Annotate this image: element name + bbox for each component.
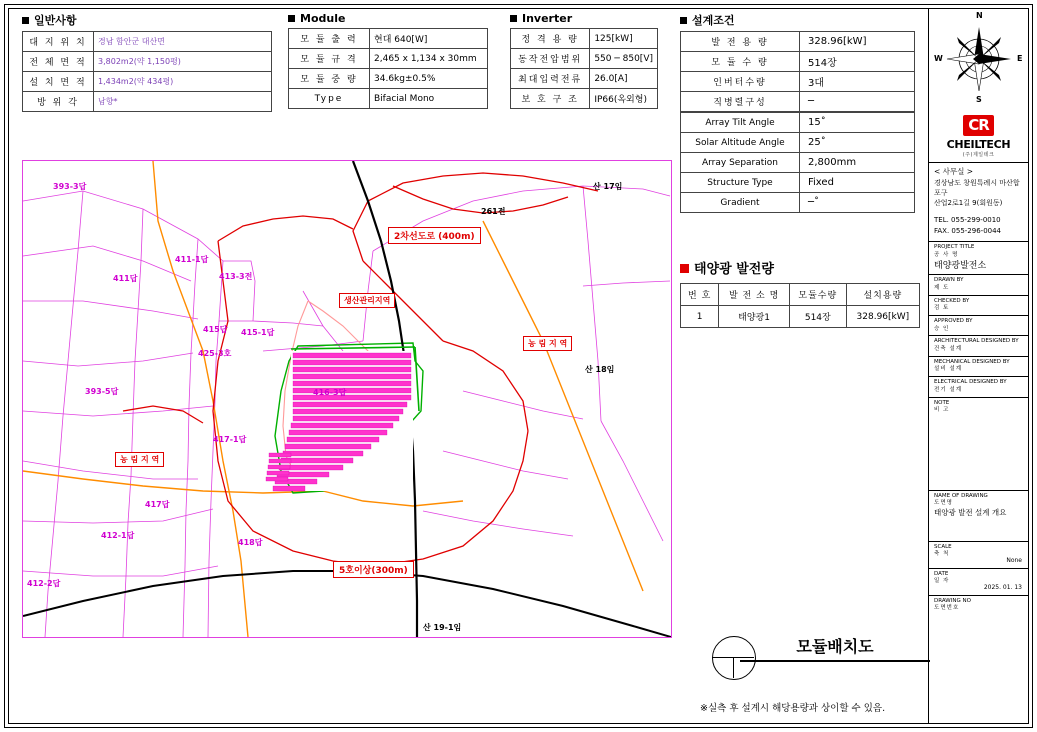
design-param-value-3: Fixed bbox=[800, 173, 915, 193]
design-conditions-table-bottom bbox=[680, 112, 915, 213]
table-row bbox=[23, 72, 272, 92]
inverter-label-2: 최대입력전류 bbox=[511, 69, 590, 89]
table-row bbox=[681, 173, 915, 193]
drawing-name-ko: 도면명 bbox=[934, 500, 953, 507]
inverter-label-0: 정 격 용 량 bbox=[511, 29, 590, 49]
map-black-label: 산 17임 bbox=[593, 182, 623, 191]
table-row bbox=[681, 306, 920, 328]
design-param-value-4: ─˚ bbox=[800, 193, 915, 213]
design-param-label-3: Structure Type bbox=[681, 173, 800, 193]
inverter-info-title: Inverter bbox=[510, 12, 658, 25]
design-label-2: 인버터수량 bbox=[681, 72, 800, 92]
scale-en: SCALE bbox=[934, 543, 952, 550]
inverter-label-3: 보 호 구 조 bbox=[511, 89, 590, 109]
parcel-label: 412-1답 bbox=[101, 531, 135, 540]
fax-number: FAX. 055-296-0044 bbox=[934, 226, 1002, 235]
general-info-block bbox=[22, 12, 272, 112]
date-ko: 일 자 bbox=[934, 578, 950, 585]
design-param-value-2: 2,800mm bbox=[800, 153, 915, 173]
design-value-1: 514장 bbox=[800, 52, 915, 72]
parcel-label: 418답 bbox=[238, 538, 263, 547]
design-conditions-table-top bbox=[680, 31, 915, 112]
table-row bbox=[289, 89, 488, 109]
parcel-label: 415-1답 bbox=[241, 328, 275, 337]
title-row-drawing-name bbox=[929, 490, 1028, 541]
title-row-ko: 공 사 명 bbox=[934, 251, 959, 258]
design-conditions-title: 설계조건 bbox=[680, 12, 915, 28]
date-value: 2025. 01. 13 bbox=[983, 584, 1022, 592]
parcel-label: 425-3호 bbox=[198, 349, 232, 358]
map-black-label: 산 18임 bbox=[585, 365, 615, 374]
callout-road-2lane: 2차선도로 (400m) bbox=[388, 227, 481, 244]
module-value-0: 현대 640[W] bbox=[370, 29, 488, 49]
compass-west-label: W bbox=[934, 54, 943, 63]
table-row bbox=[681, 133, 915, 153]
module-label-2: 모 듈 중 량 bbox=[289, 69, 370, 89]
gen-cell-0-0: 1 bbox=[681, 306, 719, 328]
module-label-0: 모 듈 출 력 bbox=[289, 29, 370, 49]
drawing-name-value: 태양광 발전 설계 개요 bbox=[934, 507, 1007, 517]
title-row-value: 태양광발전소 bbox=[934, 260, 987, 271]
callout-agriculture-zone-left: 농 림 지 역 bbox=[115, 452, 164, 467]
inverter-info-table bbox=[510, 28, 658, 109]
general-info-table bbox=[22, 31, 272, 112]
table-row bbox=[681, 193, 915, 213]
design-param-value-1: 25˚ bbox=[800, 133, 915, 153]
table-row bbox=[681, 32, 915, 52]
generation-block bbox=[680, 258, 920, 328]
parcel-label: 393-3답 bbox=[53, 182, 87, 191]
title-row-ko: 전기 설계 bbox=[934, 386, 963, 393]
title-row-en: PROJECT TITLE bbox=[934, 244, 975, 251]
module-value-1: 2,465 x 1,134 x 30mm bbox=[370, 49, 488, 69]
table-row bbox=[681, 92, 915, 112]
parcel-label: 412-2답 bbox=[27, 579, 61, 588]
design-param-label-2: Array Separation bbox=[681, 153, 800, 173]
generation-title: 태양광 발전량 bbox=[680, 258, 920, 277]
design-value-2: 3대 bbox=[800, 72, 915, 92]
drawing-name-en: NAME OF DRAWING bbox=[934, 492, 988, 499]
title-row-ko: 건축 설계 bbox=[934, 346, 963, 353]
table-row bbox=[23, 52, 272, 72]
general-value-0: 경남 함안군 대산면 bbox=[94, 32, 272, 52]
bottom-note: ※실측 후 설계시 해당용량과 상이할 수 있음. bbox=[700, 703, 886, 714]
title-row-ko: 검 토 bbox=[934, 305, 950, 312]
callout-production-mgmt-zone: 생산관리지역 bbox=[339, 293, 395, 308]
module-info-block bbox=[288, 12, 488, 109]
module-layout-title bbox=[700, 634, 930, 662]
gen-cell-0-2: 514장 bbox=[789, 306, 846, 328]
parcel-label: 411-1답 bbox=[175, 255, 209, 264]
callout-agriculture-zone-right: 농 림 지 역 bbox=[523, 336, 572, 351]
logo-mark: CR bbox=[963, 115, 994, 136]
table-row bbox=[289, 49, 488, 69]
drawing-no-en: DRAWING NO bbox=[934, 597, 971, 604]
compass-north-label: N bbox=[976, 11, 983, 20]
design-value-3: ─ bbox=[800, 92, 915, 112]
inverter-value-2: 26.0[A] bbox=[590, 69, 658, 89]
square-bullet-icon bbox=[288, 15, 295, 22]
compass-south-label: S bbox=[976, 95, 982, 104]
contact-block bbox=[929, 212, 1028, 241]
module-info-table bbox=[288, 28, 488, 109]
general-value-2: 1,434m2(약 434평) bbox=[94, 72, 272, 92]
square-bullet-icon bbox=[680, 17, 687, 24]
parcel-label: 416-3답 bbox=[313, 388, 347, 397]
title-block-column bbox=[928, 9, 1028, 723]
company-name: CHEILTECH bbox=[946, 138, 1011, 151]
parcel-label: 413-3전 bbox=[219, 272, 253, 281]
office-header: < 사무실 > bbox=[934, 167, 974, 176]
module-layout-title-text: 모듈배치도 bbox=[740, 634, 930, 662]
general-label-3: 방 위 각 bbox=[23, 92, 94, 112]
inverter-value-1: 550 ─ 850[V] bbox=[590, 49, 658, 69]
table-row bbox=[511, 69, 658, 89]
general-value-3: 남향* bbox=[94, 92, 272, 112]
title-row-en: ARCHITECTURAL DESIGNED BY bbox=[934, 338, 1019, 345]
table-row bbox=[23, 92, 272, 112]
company-logo bbox=[929, 109, 1028, 158]
drawing-no-ko: 도면번호 bbox=[934, 605, 960, 612]
module-value-2: 34.6kg±0.5% bbox=[370, 69, 488, 89]
title-row-drawing-no bbox=[929, 595, 1028, 622]
table-row bbox=[289, 29, 488, 49]
inverter-value-3: IP66(옥외형) bbox=[590, 89, 658, 109]
title-row-project bbox=[929, 241, 1028, 274]
parcel-label: 393-5답 bbox=[85, 387, 119, 396]
title-row-approved-by bbox=[929, 315, 1028, 335]
table-row bbox=[681, 72, 915, 92]
parcel-label: 411답 bbox=[113, 274, 138, 283]
table-row bbox=[681, 153, 915, 173]
title-row-note bbox=[929, 397, 1028, 490]
office-address-line2: 산업2로1길 9(회원동) bbox=[934, 199, 1003, 208]
table-row bbox=[511, 29, 658, 49]
inverter-info-block bbox=[510, 12, 658, 109]
general-label-0: 대 지 위 치 bbox=[23, 32, 94, 52]
red-square-icon bbox=[680, 264, 689, 273]
compass-east-label: E bbox=[1017, 54, 1023, 63]
title-row-date bbox=[929, 568, 1028, 595]
inverter-label-1: 동작전압범위 bbox=[511, 49, 590, 69]
tel-number: TEL. 055-299-0010 bbox=[934, 216, 1001, 225]
title-row-en: APPROVED BY bbox=[934, 318, 973, 325]
design-label-0: 발 전 용 량 bbox=[681, 32, 800, 52]
table-row bbox=[289, 69, 488, 89]
design-conditions-block bbox=[680, 12, 915, 213]
design-param-label-0: Array Tilt Angle bbox=[681, 113, 800, 133]
table-row bbox=[681, 52, 915, 72]
module-value-3: Bifacial Mono bbox=[370, 89, 488, 109]
office-address-line1: 경상남도 창원특례시 마산합포구 bbox=[934, 178, 1020, 198]
gen-header-0: 번 호 bbox=[681, 284, 719, 306]
date-en: DATE bbox=[934, 570, 949, 577]
module-label-1: 모 듈 규 격 bbox=[289, 49, 370, 69]
site-map[interactable] bbox=[22, 160, 672, 638]
title-row-drawn-by bbox=[929, 274, 1028, 294]
design-value-0: 328.96[kW] bbox=[800, 32, 915, 52]
title-row-electrical bbox=[929, 376, 1028, 396]
office-address-block bbox=[929, 163, 1028, 212]
title-row-mechanical bbox=[929, 356, 1028, 376]
table-header-row bbox=[681, 284, 920, 306]
gen-header-1: 발 전 소 명 bbox=[719, 284, 790, 306]
table-row bbox=[681, 113, 915, 133]
title-row-ko: 설비 설계 bbox=[934, 366, 963, 373]
inverter-value-0: 125[kW] bbox=[590, 29, 658, 49]
gen-cell-0-3: 328.96[kW] bbox=[846, 306, 919, 328]
module-info-title: Module bbox=[288, 12, 488, 25]
title-row-architectural bbox=[929, 335, 1028, 355]
generation-table bbox=[680, 283, 920, 328]
compass-rose bbox=[929, 9, 1028, 109]
design-label-1: 모 듈 수 량 bbox=[681, 52, 800, 72]
design-param-label-4: Gradient bbox=[681, 193, 800, 213]
design-param-label-1: Solar Altitude Angle bbox=[681, 133, 800, 153]
scale-value: None bbox=[1006, 557, 1022, 565]
title-row-scale bbox=[929, 541, 1028, 568]
design-label-3: 직병렬구성 bbox=[681, 92, 800, 112]
title-row-en: CHECKED BY bbox=[934, 297, 970, 304]
gen-header-2: 모듈수량 bbox=[789, 284, 846, 306]
general-info-title: 일반사항 bbox=[22, 12, 272, 28]
general-label-1: 전 체 면 적 bbox=[23, 52, 94, 72]
module-label-3: Type bbox=[289, 89, 370, 109]
map-black-label: 261전 bbox=[481, 207, 506, 216]
scale-ko: 축 척 bbox=[934, 551, 950, 558]
parcel-label: 417-1답 bbox=[213, 435, 247, 444]
general-label-2: 설 치 면 적 bbox=[23, 72, 94, 92]
table-row bbox=[23, 32, 272, 52]
square-bullet-icon bbox=[22, 17, 29, 24]
table-row bbox=[511, 49, 658, 69]
parcel-label: 415답 bbox=[203, 325, 228, 334]
gen-cell-0-1: 태양광1 bbox=[719, 306, 790, 328]
title-row-ko: 제 도 bbox=[934, 284, 950, 291]
title-row-en: DRAWN BY bbox=[934, 277, 964, 284]
title-row-ko: 승 인 bbox=[934, 325, 950, 332]
map-black-label: 산 19-1임 bbox=[423, 623, 462, 632]
title-row-en: NOTE bbox=[934, 399, 950, 406]
title-row-checked-by bbox=[929, 295, 1028, 315]
general-value-1: 3,802m2(약 1,150평) bbox=[94, 52, 272, 72]
square-bullet-icon bbox=[510, 15, 517, 22]
parcel-label: 417답 bbox=[145, 500, 170, 509]
title-row-en: ELECTRICAL DESIGNED BY bbox=[934, 379, 1007, 386]
design-param-value-0: 15˚ bbox=[800, 113, 915, 133]
gen-header-3: 설치용량 bbox=[846, 284, 919, 306]
company-name-sub: (주)제일테크 bbox=[962, 152, 995, 158]
title-row-ko: 비 고 bbox=[934, 407, 950, 414]
title-row-en: MECHANICAL DESIGNED BY bbox=[934, 358, 1010, 365]
table-row bbox=[511, 89, 658, 109]
compass-icon bbox=[929, 9, 1029, 109]
callout-5ho-distance: 5호이상(300m) bbox=[333, 561, 414, 578]
